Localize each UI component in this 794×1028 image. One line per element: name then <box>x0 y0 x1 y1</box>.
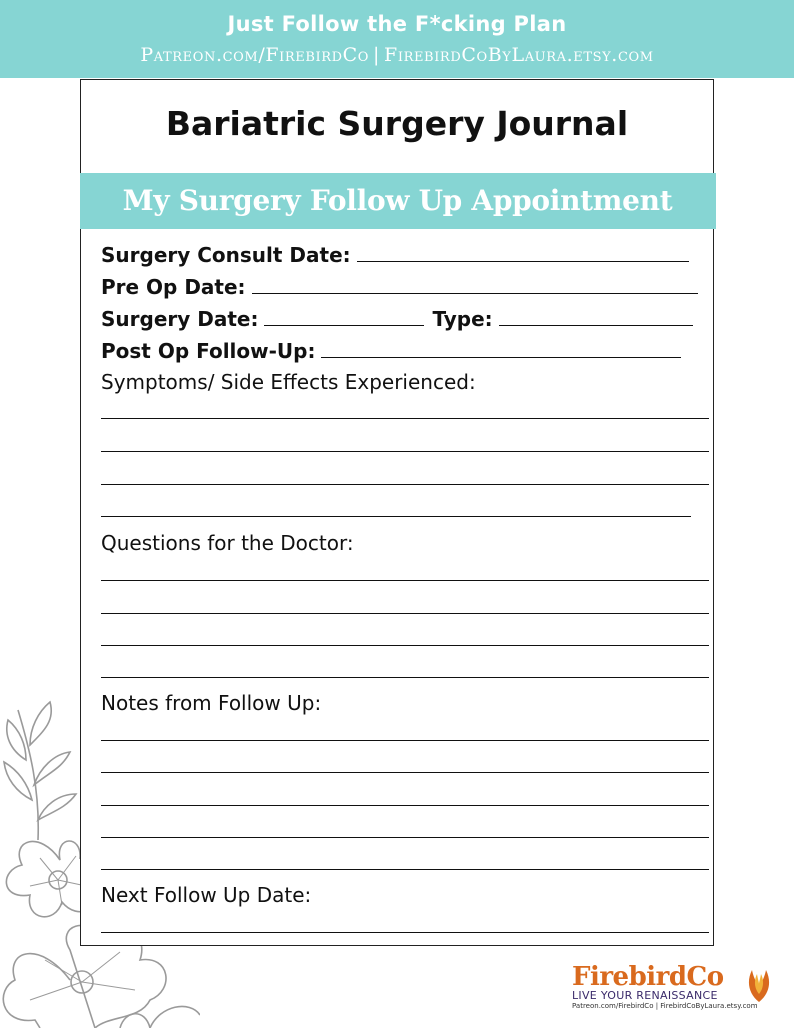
patreon-link[interactable]: Patreon.com/FirebirdCo <box>140 44 370 66</box>
surgery-date-label: Surgery Date: <box>101 307 259 331</box>
questions-line-3[interactable] <box>101 645 709 646</box>
firebird-icon <box>744 964 774 1004</box>
consult-date-row <box>101 237 689 267</box>
brand-links: Patreon.com/FirebirdCo | FirebirdCoByLaura.etsy.com <box>572 1002 758 1010</box>
symptoms-label: Symptoms/ Side Effects Experienced: <box>101 370 476 394</box>
pre-op-date-row <box>101 269 698 299</box>
post-op-label: Post Op Follow-Up: <box>101 339 316 363</box>
surgery-date-field[interactable] <box>264 325 424 326</box>
notes-line-1[interactable] <box>101 740 709 741</box>
questions-label: Questions for the Doctor: <box>101 531 354 555</box>
section-banner <box>80 173 716 229</box>
type-label: Type: <box>432 307 493 331</box>
symptoms-line-4[interactable] <box>101 516 691 517</box>
notes-line-3[interactable] <box>101 805 709 806</box>
pre-op-date-field[interactable] <box>252 293 698 294</box>
next-date-line[interactable] <box>101 932 709 933</box>
symptoms-line-3[interactable] <box>101 484 709 485</box>
symptoms-line-2[interactable] <box>101 451 709 452</box>
surgery-date-row <box>101 301 693 331</box>
notes-label: Notes from Follow Up: <box>101 691 322 715</box>
pre-op-date-label: Pre Op Date: <box>101 275 246 299</box>
link-separator: | <box>373 44 381 66</box>
brand-motto: LIVE YOUR RENAISSANCE <box>572 989 718 1002</box>
post-op-row <box>101 333 681 363</box>
questions-line-4[interactable] <box>101 677 709 678</box>
brand-name: FirebirdCo <box>572 962 724 992</box>
notes-line-4[interactable] <box>101 837 709 838</box>
shop-links <box>0 44 794 66</box>
consult-date-label: Surgery Consult Date: <box>101 243 351 267</box>
symptoms-line-1[interactable] <box>101 418 709 419</box>
questions-line-2[interactable] <box>101 613 709 614</box>
type-field[interactable] <box>499 325 693 326</box>
etsy-link[interactable]: FirebirdCoByLaura.etsy.com <box>384 44 654 66</box>
next-date-label: Next Follow Up Date: <box>101 883 312 907</box>
banner-title: My Surgery Follow Up Appointment <box>122 184 673 217</box>
top-banner <box>0 0 794 78</box>
journal-title: Bariatric Surgery Journal <box>165 104 629 143</box>
questions-line-1[interactable] <box>101 580 709 581</box>
notes-line-2[interactable] <box>101 772 709 773</box>
consult-date-field[interactable] <box>357 261 689 262</box>
tagline: Just Follow the F*cking Plan <box>227 12 567 36</box>
journal-card <box>80 79 714 946</box>
notes-line-5[interactable] <box>101 869 709 870</box>
brand-logo <box>572 962 777 1012</box>
post-op-field[interactable] <box>321 357 681 358</box>
